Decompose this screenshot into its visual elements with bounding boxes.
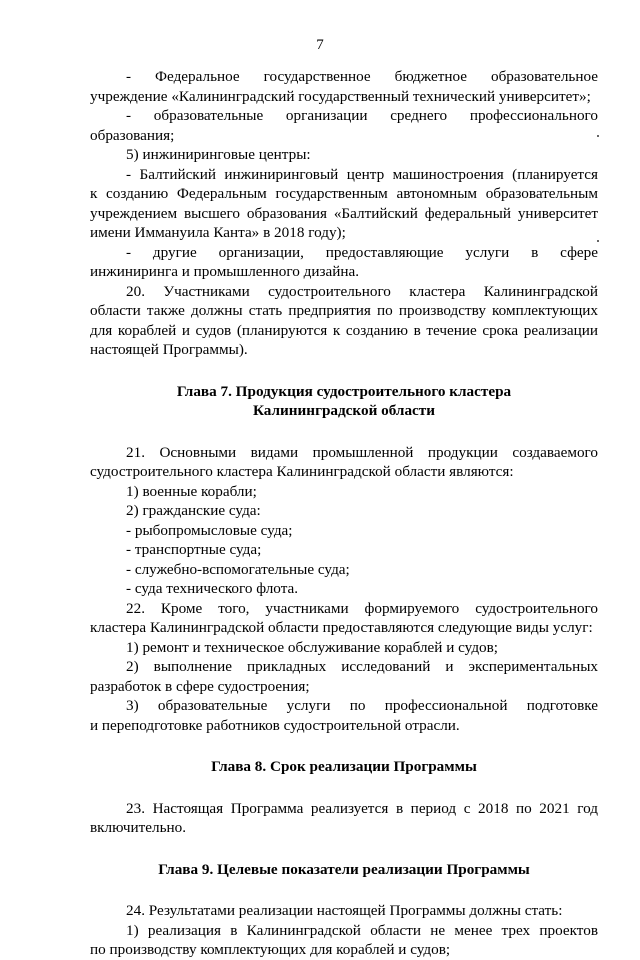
paragraph-spo	[90, 106, 598, 145]
text-line: для кораблей и судов (планируются к созданию в течение срока реализации	[90, 321, 598, 339]
text-line: 1) военные корабли;	[126, 482, 257, 500]
text-line: 21. Основными видами промышленной продукции создаваемого	[126, 443, 598, 461]
paragraph-p21_2c	[90, 560, 598, 580]
paragraph-p21_2a	[90, 521, 598, 541]
text-line: 3) образовательные услуги по профессиональной подготовке	[126, 697, 598, 714]
text-line: и переподготовке работников судостроительной отрасли.	[90, 716, 460, 734]
scan-speck	[597, 135, 599, 137]
text-line: кластера Калининградской области предоставляются следующие виды услуг:	[90, 619, 593, 636]
text-line: к созданию Федеральным государственным автономным образовательным	[90, 185, 598, 202]
page-number: 7	[316, 37, 324, 53]
paragraph-p22_2	[90, 657, 598, 696]
scan-speck	[597, 240, 599, 242]
chapter-8-section	[90, 799, 598, 838]
text-line: по производству комплектующих для кораблей и судов;	[90, 941, 451, 958]
text-line: учреждением высшего образования «Балтийский федеральный университет	[90, 204, 598, 222]
text-line: 1) реализация в Калининградской области не менее трех проектов	[126, 921, 598, 939]
text-line: 2) гражданские суда:	[126, 502, 261, 519]
text-line: - служебно-вспомогательные суда;	[126, 560, 350, 578]
paragraph-p21_1	[90, 482, 598, 502]
chapter-7-title-line-1: Глава 7. Продукция судостроительного кластера	[176, 382, 512, 400]
text-line: - Балтийский инжиниринговый центр машиностроения (планируется	[126, 165, 598, 183]
paragraph-p21	[90, 443, 598, 482]
text-line: 20. Участниками судостроительного кластера Калининградской	[126, 282, 598, 300]
paragraph-p22_1	[90, 638, 598, 658]
text-line: 1) ремонт и техническое обслуживание кораблей и судов;	[126, 638, 499, 656]
page-content	[90, 67, 598, 960]
paragraph-p24_1	[90, 921, 598, 960]
paragraph-p24	[90, 901, 598, 921]
text-line: - образовательные организации среднего профессионального	[126, 107, 598, 124]
paragraph-p5	[90, 145, 598, 165]
paragraph-p21_2d	[90, 579, 598, 599]
paragraph-baltic	[90, 165, 598, 243]
paragraph-other	[90, 243, 598, 282]
text-line: разработок в сфере судостроения;	[90, 677, 310, 695]
text-line: - суда технического флота.	[126, 580, 299, 597]
text-line: 23. Настоящая Программа реализуется в период с 2018 по 2021 год	[126, 799, 598, 817]
text-line: судостроительного кластера Калининградской области являются:	[90, 463, 514, 480]
text-line: инжиниринга и промышленного дизайна.	[90, 263, 360, 280]
text-line: учреждение «Калининградский государственный технический университет»;	[90, 87, 591, 105]
paragraph-p22_3	[90, 696, 598, 735]
paragraph-p21_2	[90, 501, 598, 521]
text-line: 24. Результатами реализации настоящей Программы должны стать:	[126, 902, 563, 919]
text-line: - рыбопромысловые суда;	[126, 521, 293, 539]
paragraph-fed	[90, 67, 598, 106]
text-line: - Федеральное государственное бюджетное образовательное	[126, 68, 598, 85]
text-line: - транспортные суда;	[126, 541, 262, 558]
text-line: 22. Кроме того, участниками формируемого судостроительного	[126, 599, 598, 617]
chapter-8-title: Глава 8. Срок реализации Программы	[211, 758, 477, 775]
paragraph-p23	[90, 799, 598, 838]
paragraph-p20	[90, 282, 598, 360]
text-line: настоящей Программы).	[90, 341, 248, 358]
chapter-9-section	[90, 901, 598, 960]
chapter-7-section	[90, 443, 598, 736]
paragraph-p22	[90, 599, 598, 638]
chapter-9-title: Глава 9. Целевые показатели реализации Программы	[158, 860, 530, 878]
text-line: области также должны стать предприятия по производству комплектующих	[90, 302, 598, 319]
text-line: - другие организации, предоставляющие услуги в сфере	[126, 243, 598, 261]
paragraph-p21_2b	[90, 540, 598, 560]
text-line: образования;	[90, 126, 175, 144]
text-line: 5) инжиниринговые центры:	[126, 146, 311, 163]
text-line: включительно.	[90, 819, 187, 836]
chapter-7-title-line-2: Калининградской области	[253, 402, 435, 419]
text-line: имени Иммануила Канта» в 2018 году);	[90, 224, 346, 241]
text-line: 2) выполнение прикладных исследований и экспериментальных	[126, 658, 598, 675]
top-section	[90, 67, 598, 360]
